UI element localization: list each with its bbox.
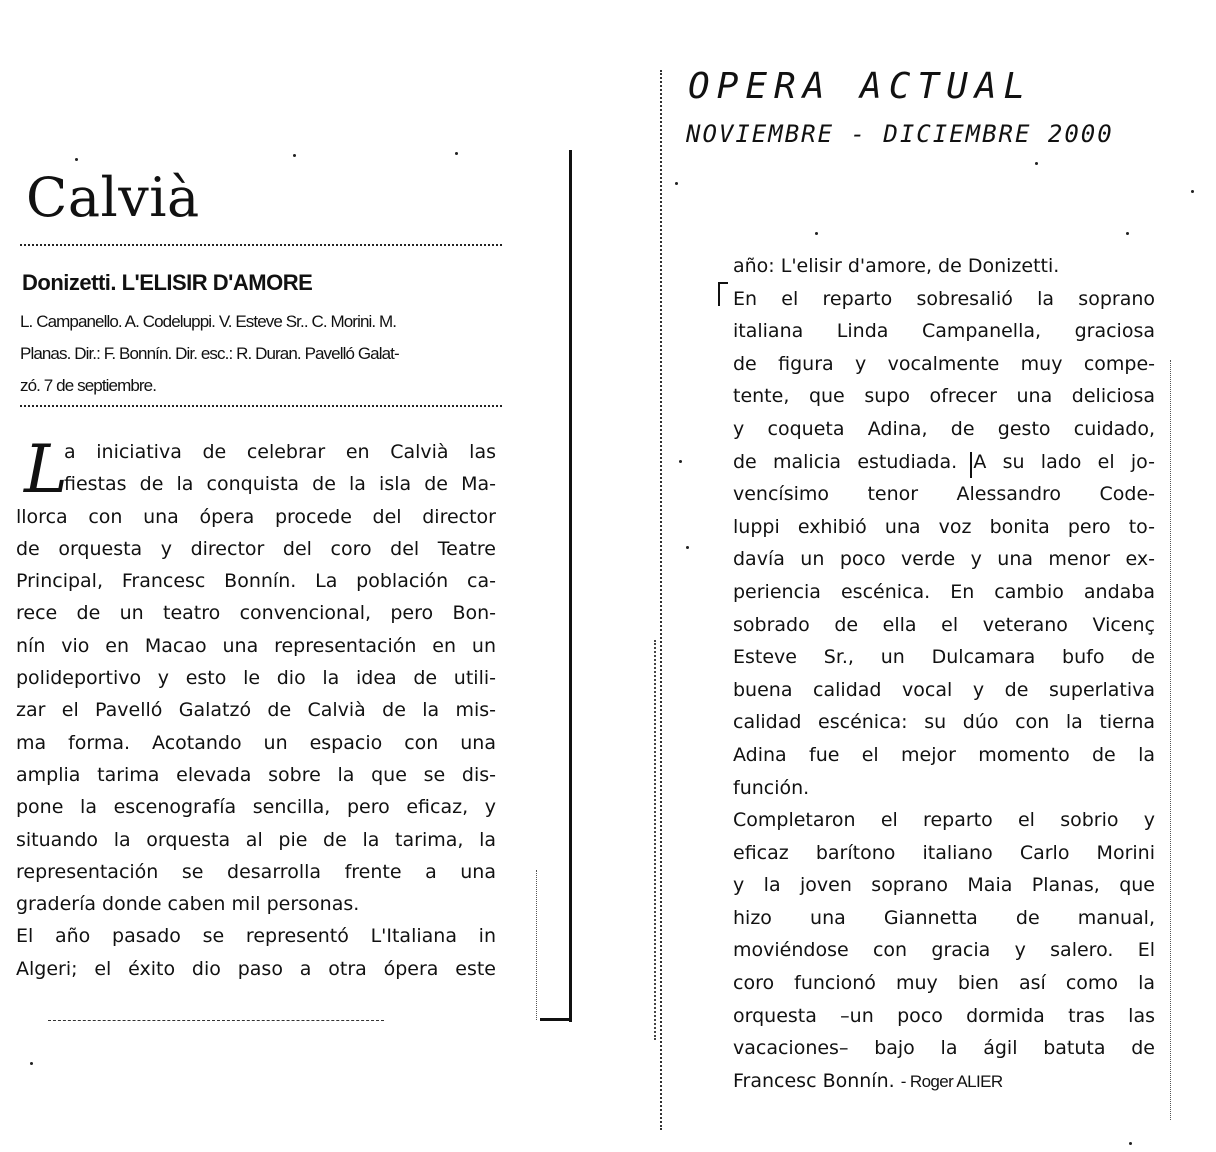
body-line: a iniciativa de celebrar en Calvià las — [64, 441, 496, 463]
article-heading-city: Calvià — [26, 166, 200, 229]
body-line: Adina fue el mejor momento de la — [733, 743, 1155, 766]
body-line: coro funcionó muy bien así como la — [733, 972, 1155, 995]
scan-speck — [1191, 190, 1194, 193]
article-body-right-column — [733, 250, 1155, 1098]
clipping-cut-edge-right — [1170, 360, 1171, 1120]
body-line: y la joven soprano Maia Planas, que — [733, 874, 1155, 897]
body-line: pone la escenografía sencilla, pero eficaz, y — [16, 796, 496, 819]
body-line: Algeri; el éxito dio paso a otra ópera este — [16, 957, 496, 980]
body-line: Esteve Sr., un Dulcamara bufo de — [733, 646, 1155, 669]
clipping-cut-edge — [660, 70, 662, 1130]
scan-edge-mark — [536, 870, 539, 1020]
body-line: moviéndose con gracia y salero. El — [733, 939, 1155, 962]
body-line-final — [733, 1065, 1155, 1099]
body-line: davía un poco verde y una menor ex- — [733, 548, 1155, 571]
body-line: sobrado de ella el veterano Vicenç — [733, 613, 1155, 636]
body-line: tente, que supo ofrecer una deliciosa — [733, 385, 1155, 408]
body-line: polideportivo y esto le dio la idea de utili- — [16, 667, 496, 690]
scan-speck — [1126, 232, 1129, 235]
closing-text: Francesc Bonnín. — [733, 1069, 895, 1092]
drop-cap: L — [24, 431, 68, 508]
body-line: rece de un teatro convencional, pero Bon- — [16, 602, 496, 625]
credits-line: Planas. Dir.: F. Bonnín. Dir. esc.: R. Duran. Pavelló Galat- — [20, 344, 399, 363]
dotted-divider-bottom — [20, 405, 502, 407]
column-border-foot — [540, 1018, 572, 1021]
body-line: representación se desarrolla frente a una — [16, 860, 496, 883]
body-line: periencia escénica. En cambio andaba — [733, 580, 1155, 603]
body-line: vencísimo tenor Alessandro Code- — [733, 483, 1155, 506]
body-line: luppi exhibió una voz bonita pero to- — [733, 515, 1155, 538]
body-line: de orquesta y director del coro del Teatre — [16, 537, 496, 560]
body-line: Completaron el reparto el sobrio y — [733, 809, 1155, 832]
body-line: calidad escénica: su dúo con la tierna — [733, 711, 1155, 734]
credits-line: zó. 7 de septiembre. — [20, 376, 157, 395]
article-body-left-column — [16, 431, 496, 985]
handwritten-publication-note: OPERA ACTUAL — [688, 66, 1033, 107]
scan-speck — [1129, 1142, 1132, 1145]
scan-speck — [815, 232, 818, 235]
dotted-divider-top — [20, 244, 502, 246]
dashed-divider-footer — [48, 1020, 384, 1021]
body-line: zar el Pavelló Galatzó de Calvià de la mis- — [16, 699, 496, 722]
body-line: y coqueta Adina, de gesto cuidado, — [733, 417, 1155, 440]
body-line: amplia tarima elevada sobre la que se dis- — [16, 763, 496, 786]
body-line: nín vio en Macao una representación en un — [16, 634, 496, 657]
body-line: hizo una Giannetta de manual, — [733, 906, 1155, 929]
work-title: Donizetti. L'ELISIR D'AMORE — [22, 270, 313, 295]
clipping-cut-edge — [654, 640, 656, 1040]
body-line: Principal, Francesc Bonnín. La población ca- — [16, 570, 496, 593]
scan-speck — [30, 1062, 33, 1065]
scan-speck — [686, 546, 689, 549]
body-line: buena calidad vocal y de superlativa — [733, 678, 1155, 701]
body-line: de figura y vocalmente muy compe- — [733, 352, 1155, 375]
scan-speck — [1035, 162, 1038, 165]
scan-speck — [679, 460, 682, 463]
body-line: año: L'elisir d'amore, de Donizetti. — [733, 255, 1060, 277]
body-line: En el reparto sobresalió la soprano — [733, 287, 1155, 310]
body-line: El año pasado se representó L'Italiana in — [16, 925, 496, 948]
column-border-line — [569, 150, 572, 1022]
body-line: fiestas de la conquista de la isla de Ma- — [64, 473, 496, 496]
scan-speck — [293, 154, 296, 157]
body-line: ma forma. Acotando un espacio con una — [16, 731, 496, 754]
body-line: gradería donde caben mil personas. — [16, 893, 360, 916]
handwritten-date-note: NOVIEMBRE - DICIEMBRE 2000 — [686, 120, 1114, 148]
body-line: de malicia estudiada. A su lado el jo- — [733, 450, 1155, 473]
body-line: situando la orquesta al pie de la tarima, la — [16, 828, 496, 851]
scan-speck — [675, 182, 678, 185]
body-line: eficaz barítono italiano Carlo Morini — [733, 841, 1155, 864]
body-line: orquesta –un poco dormida tras las — [733, 1004, 1155, 1027]
body-line: vacaciones– bajo la ágil batuta de — [733, 1037, 1155, 1060]
body-line: italiana Linda Campanella, graciosa — [733, 320, 1155, 343]
body-line: llorca con una ópera procede del director — [16, 505, 496, 528]
credits-line: L. Campanello. A. Codeluppi. V. Esteve Sr.. C. Morini. M. — [20, 312, 397, 331]
scan-speck — [75, 158, 78, 161]
body-line: función. — [733, 776, 810, 799]
editor-bracket-mark — [718, 282, 728, 306]
byline: - Roger ALIER — [900, 1071, 1003, 1091]
scan-speck — [455, 152, 458, 155]
